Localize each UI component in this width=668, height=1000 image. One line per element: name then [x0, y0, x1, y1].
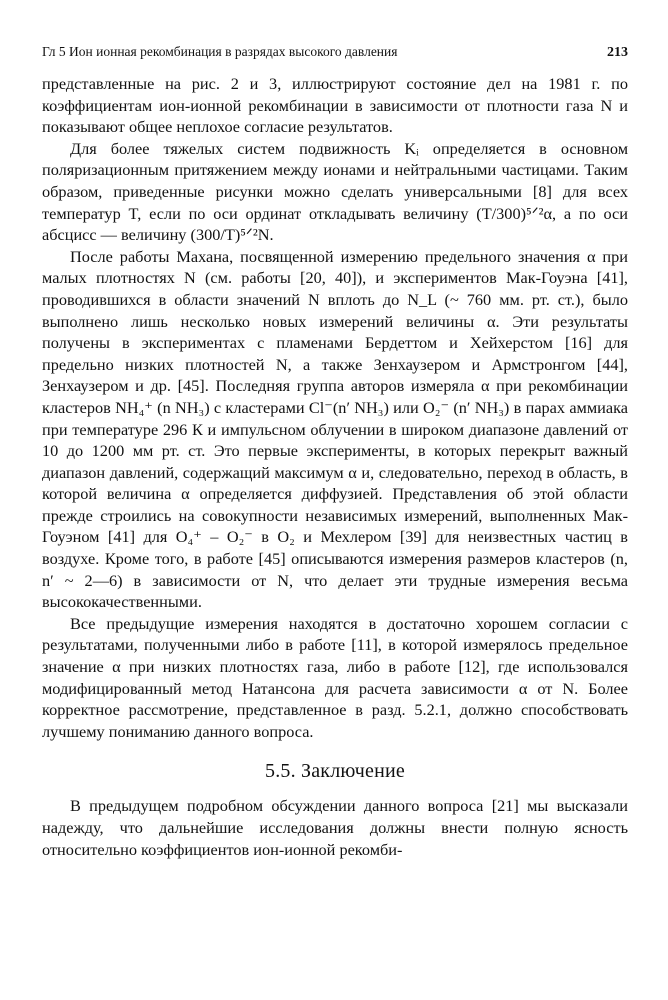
running-title: Гл 5 Ион ионная рекомбинация в разрядах высокого давления: [42, 44, 398, 59]
paragraph: После работы Махана, посвященной измерению предельного значения α при малых плотностях N (см. работы [20, 40]), и экспериментов Мак-Гоуэна [41], проводившихся в области значений N вплоть до N_L (~ 760 мм. рт. ст.), было выполнено лишь несколько новых измерений величины α. Эти результаты получены в экспериментах с пламенами Бердеттом и Хейхерстом [16] для предельно низких плотностей N, а также Зенхаузером и Армстронгом [44], Зенхаузером и др. [45]. Последняя группа авторов измеряла α при рекомбинации кластеров NH₄⁺ (n NH₃) с кластерами Cl⁻(n′ NH₃) или O₂⁻ (n′ NH₃) в парах аммиака при температуре 296 К и импульсном облучении в широком диапазоне давлений от 10 до 1200 мм рт. ст. Это первые эксперименты, в которых перекрыт важный диапазон давлений, содержащий максимум α и, следовательно, переход в область, в которой величина α определяется диффузией. Представления об этой области прежде строились на совокупности независимых измерений, выполненных Мак-Гоуэном [41] для O₄⁺ – O₂⁻ в O₂ и Мехлером [39] для неизвестных частиц в воздухе. Кроме того, в работе [45] описываются измерения размеров кластеров (n, n′ ~ 2—6) в зависимости от N, что делает эти трудные измерения весьма высококачественными.: [42, 246, 628, 612]
body-text: [42, 73, 628, 860]
section-heading: 5.5. Заключение: [265, 760, 405, 783]
running-header: [42, 44, 628, 61]
paragraph: Для более тяжелых систем подвижность Kᵢ определяется в основном поляризационным притяжением между ионами и нейтральными частицами. Таким образом, приведенные рисунки можно сделать универсальными [8] для всех температур T, если по оси ординат откладывать величину (T/300)⁵ᐟ²α, а по оси абсцисс — величину (300/T)⁵ᐟ²N.: [42, 138, 628, 245]
page-number: 213: [607, 45, 628, 60]
paragraph: представленные на рис. 2 и 3, иллюстрируют состояние дел на 1981 г. по коэффициентам ион-ионной рекомбинации в зависимости от плотности газа N и показывают общее неплохое согласие результатов.: [42, 74, 628, 137]
paragraph: Все предыдущие измерения находятся в достаточно хорошем согласии с результатами, полученными либо в работе [11], в которой измерялось предельное значение α при низких плотностях газа, либо в работе [12], где использовался модифицированный метод Натансона для расчета зависимости α от N. Более корректное рассмотрение, представленное в разд. 5.2.1, должно способствовать лучшему пониманию данного вопроса.: [42, 613, 628, 741]
paragraph: В предыдущем подробном обсуждении данного вопроса [21] мы высказали надежду, что дальнейшие исследования должны внести полную ясность относительно коэффициентов ион-ионной рекомби-: [42, 796, 628, 859]
